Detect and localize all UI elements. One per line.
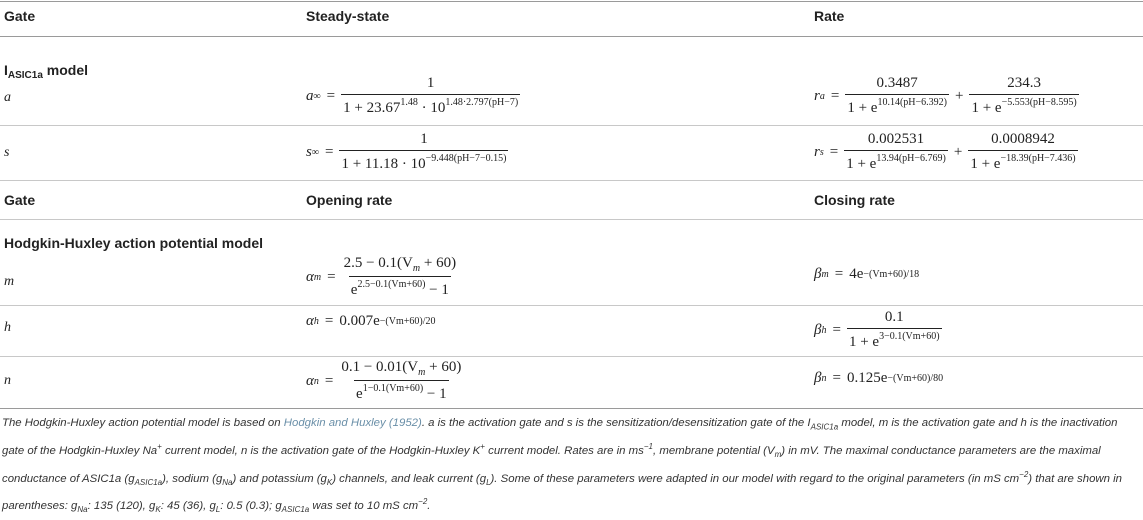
row-rule-m	[0, 305, 1143, 306]
section-hodgkin-huxley: Hodgkin-Huxley action potential model	[4, 235, 264, 251]
closing-rate-n: β n = 0.125e −(Vm+60)/80	[814, 370, 944, 386]
gate-a: a	[4, 90, 11, 105]
gate-n: n	[4, 373, 11, 388]
header2-rule	[0, 219, 1143, 220]
steady-state-s: s ∞ = $\frac{1}{1 + 11.18 \cdot 10^{-9.448(pH-7-0.15)}}$	[306, 131, 507, 172]
gate-s: s	[4, 145, 10, 160]
rate-s: r s = $\frac{0.002531}{1 + e^{13.94(pH-6.769)}}$ + $\frac{0.0008942}{1 + e^{-18.39(pH-7.436)}}$	[814, 131, 1076, 172]
section-iasic1a-model: $I_{ASIC1a}$ model	[4, 62, 89, 81]
bottom-rule	[0, 408, 1143, 409]
steady-state-a: a ∞ = $\frac{1}{1 + 23.67^{1.48} \cdot 10^{1.48\cdot 2.797(pH-7)}}$	[306, 75, 519, 116]
top-rule	[0, 1, 1143, 2]
header-gate-2: Gate	[4, 192, 36, 208]
table-caption: The Hodgkin-Huxley action potential model is based on Hodgkin and Huxley (1952). a is the activation gate and s is the sensitization/desensitization gate of the $I_{ASIC1a}$ model, m is the activation gate and h is the inactivation gate of the Hodgkin-Huxley Na+ current model, n is the activation gate of the Hodgkin-Huxley K+ current model. Rates are in $ms^{-1}$, membrane potential $(V_m)$ in mV. The maximal conductance parameters are the maximal conductance of ASIC1a $(g_{ASIC1a})$, sodium $(g_{Na})$ and potassium $(g_K)$ channels, and leak current $(g_L)$. Some of these parameters were adapted in our model with regard to the original parameters (in mS $cm^{-2}$) that are shown in parentheses: $g_{Na}$: 135 (120), $g_K$: 45 (36), $g_L$: 0.5 (0.3); $g_{ASIC1a}$ was set to 10 mS $cm^{-2}$.	[2, 417, 1123, 515]
rate-a: r a = $\frac{0.3487}{1 + e^{10.14(pH-6.392)}}$ + $\frac{234.3}{1 + e^{-5.553(pH-8.595)}}$	[814, 75, 1077, 116]
gate-m: m	[4, 274, 15, 289]
gate-h: h	[4, 320, 11, 335]
opening-rate-n: α n = $\frac{0.1 - 0.01(V_m + 60)}{e^{1-0.1(Vm+60)} - 1}$	[306, 359, 462, 402]
opening-rate-h: α h = 0.007e −(Vm+60)/20	[306, 313, 436, 329]
header-steady-state: Steady-state	[306, 8, 390, 24]
closing-rate-m: β m = 4e −(Vm+60)/18	[814, 266, 920, 282]
closing-rate-h: β h = $\frac{0.1}{1 + e^{3-0.1(Vm+60)}}$	[814, 309, 940, 350]
header-closing-rate: Closing rate	[814, 192, 895, 208]
row-rule-h	[0, 356, 1143, 357]
header-rate: Rate	[814, 8, 845, 24]
opening-rate-m: α m = $\frac{2.5 - 0.1(V_m + 60)}{e^{2.5-0.1(Vm+60)} - 1}$	[306, 255, 457, 298]
reference-link[interactable]: Hodgkin and Huxley (1952)	[283, 417, 422, 429]
header2-top-rule	[0, 180, 1143, 181]
header-rule	[0, 36, 1143, 37]
header-opening-rate: Opening rate	[306, 192, 393, 208]
header-gate: Gate	[4, 8, 36, 24]
row-rule	[0, 125, 1143, 126]
